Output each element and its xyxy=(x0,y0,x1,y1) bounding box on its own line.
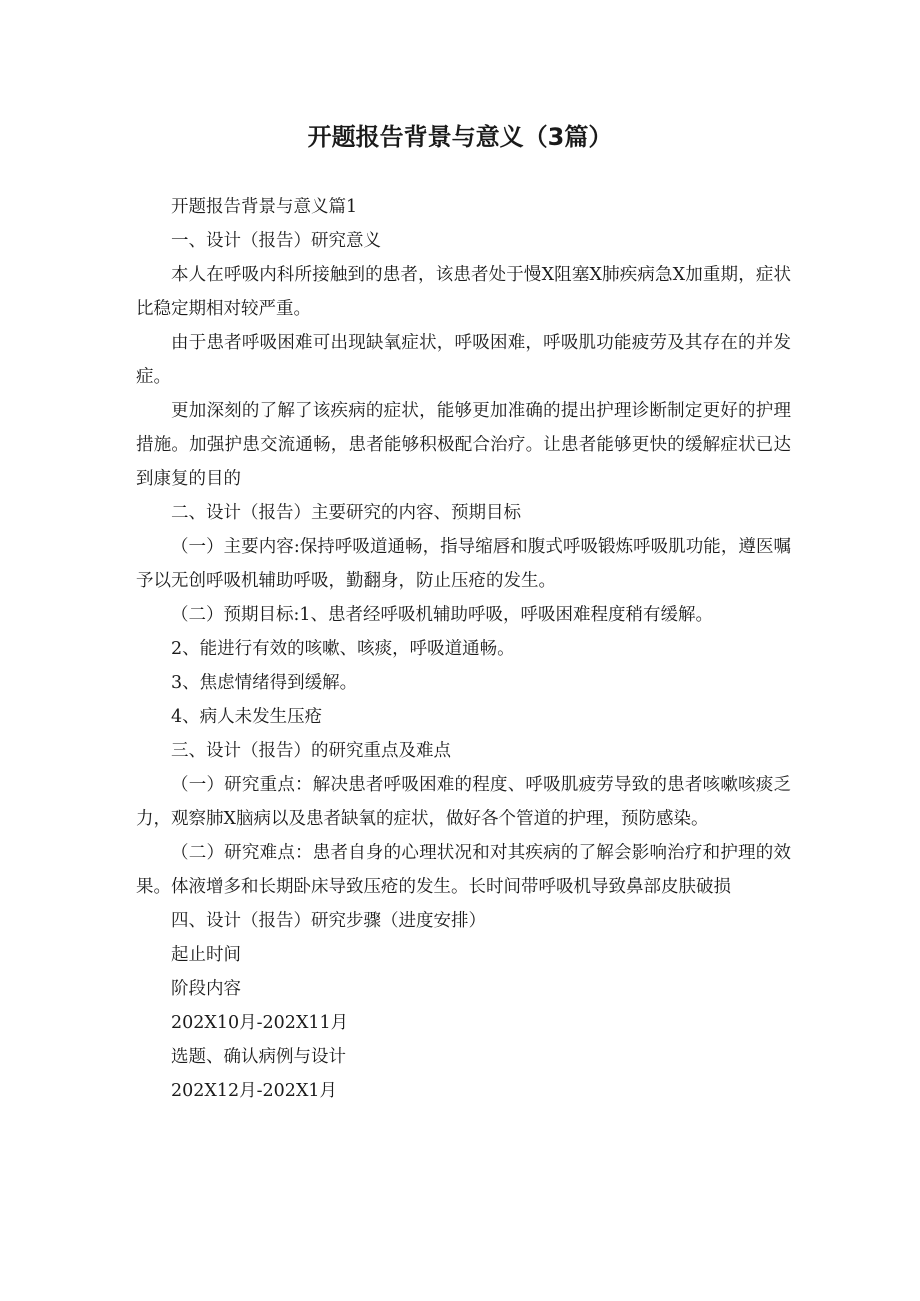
schedule-label: 阶段内容 xyxy=(171,979,241,999)
list-item: 3、焦虑情绪得到缓解。 xyxy=(171,673,358,693)
schedule-period: 202X10月-202X11月 xyxy=(171,1013,349,1033)
section-heading: 三、设计（报告）的研究重点及难点 xyxy=(171,741,451,761)
section-heading: 二、设计（报告）主要研究的内容、预期目标 xyxy=(171,503,521,523)
section-heading: 开题报告背景与意义篇1 xyxy=(171,197,358,217)
schedule-content: 选题、确认病例与设计 xyxy=(171,1047,346,1067)
paragraph: （一）主要内容:保持呼吸道通畅，指导缩唇和腹式呼吸锻炼呼吸肌功能，遵医嘱予以无创呼吸机辅助呼吸，勤翻身，防止压疮的发生。 xyxy=(136,537,791,591)
paragraph: 本人在呼吸内科所接触到的患者，该患者处于慢X阻塞X肺疾病急X加重期，症状比稳定期相对较严重。 xyxy=(136,265,791,319)
schedule-period: 202X12月-202X1月 xyxy=(171,1081,338,1101)
section-heading: 四、设计（报告）研究步骤（进度安排） xyxy=(171,911,486,931)
paragraph: （一）研究重点：解决患者呼吸困难的程度、呼吸肌疲劳导致的患者咳嗽咳痰乏力，观察肺X脑病以及患者缺氧的症状，做好各个管道的护理，预防感染。 xyxy=(136,775,791,829)
section-heading: 一、设计（报告）研究意义 xyxy=(171,231,381,251)
list-item: 2、能进行有效的咳嗽、咳痰，呼吸道通畅。 xyxy=(171,639,515,659)
paragraph: （二）预期目标:1、患者经呼吸机辅助呼吸，呼吸困难程度稍有缓解。 xyxy=(171,605,714,625)
document-body xyxy=(136,190,791,1108)
paragraph: 由于患者呼吸困难可出现缺氧症状，呼吸困难，呼吸肌功能疲劳及其存在的并发症。 xyxy=(136,333,791,387)
list-item: 4、病人未发生压疮 xyxy=(171,707,323,727)
paragraph: 更加深刻的了解了该疾病的症状，能够更加准确的提出护理诊断制定更好的护理措施。加强护患交流通畅，患者能够积极配合治疗。让患者能够更快的缓解症状已达到康复的目的 xyxy=(136,401,791,489)
schedule-label: 起止时间 xyxy=(171,945,241,965)
paragraph: （二）研究难点：患者自身的心理状况和对其疾病的了解会影响治疗和护理的效果。体液增多和长期卧床导致压疮的发生。长时间带呼吸机导致鼻部皮肤破损 xyxy=(136,843,791,897)
document-title: 开题报告背景与意义（3篇） xyxy=(307,123,613,151)
